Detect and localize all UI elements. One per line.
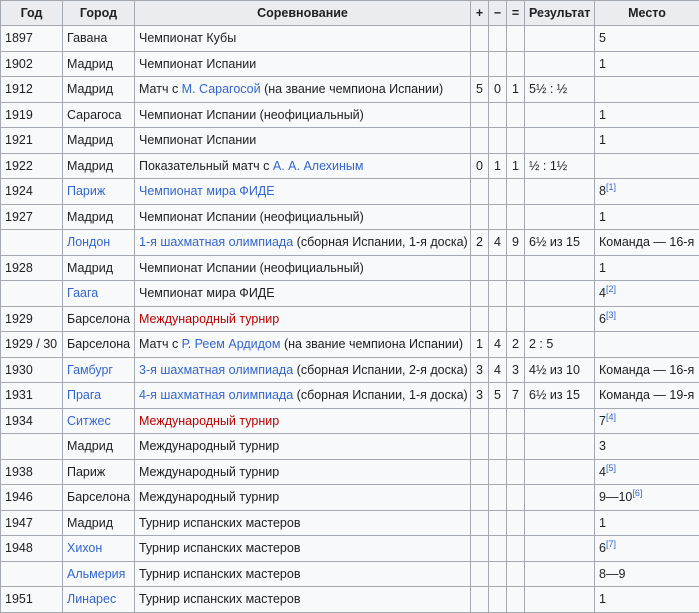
competition-cell [135,128,471,154]
cell-text: Чемпионат Испании [139,133,256,147]
cell-text: 6 [599,541,606,555]
city-cell [63,408,135,434]
cell-text: Чемпионат Кубы [139,31,236,45]
result-cell [525,102,595,128]
wiki-link[interactable]: Ситжес [67,414,111,428]
cell-text: Матч с [139,82,182,96]
year-cell: 1897 [1,26,63,52]
result-cell [525,128,595,154]
place-cell [595,332,699,358]
table-row [1,153,699,179]
city-cell [63,128,135,154]
table-row [1,332,699,358]
year-cell: 1922 [1,153,63,179]
place-cell [595,51,699,77]
table-row [1,561,699,587]
place-cell [595,204,699,230]
cell-text: Чемпионат Испании (неофициальный) [139,210,364,224]
cell-text: Турнир испанских мастеров [139,541,300,555]
year-cell: 1929 / 30 [1,332,63,358]
wins-cell [471,434,489,460]
wins-cell: 1 [471,332,489,358]
losses-cell: 4 [489,332,507,358]
cell-text: 1 [599,261,606,275]
year-cell: 1921 [1,128,63,154]
table-row [1,357,699,383]
result-cell [525,434,595,460]
wins-cell [471,587,489,613]
losses-cell [489,306,507,332]
result-cell [525,204,595,230]
table-body [1,26,699,613]
city-cell [63,204,135,230]
cell-text: Сарагоса [67,108,121,122]
city-cell [63,383,135,409]
cell-text: Команда — 19-я [599,388,694,402]
table-row [1,485,699,511]
wins-cell [471,128,489,154]
city-cell [63,434,135,460]
competition-cell [135,255,471,281]
place-cell [595,434,699,460]
wiki-link[interactable]: 3-я шахматная олимпиада [139,363,293,377]
draws-cell [507,485,525,511]
wins-cell [471,281,489,307]
cell-text: 1 [599,516,606,530]
cell-text: 4 [599,286,606,300]
table-row [1,306,699,332]
competition-cell [135,281,471,307]
header-draws[interactable]: = [507,1,525,26]
reference-link[interactable]: [5] [606,463,616,473]
wins-cell [471,408,489,434]
city-cell [63,306,135,332]
city-cell [63,510,135,536]
losses-cell [489,281,507,307]
wins-cell [471,26,489,52]
wiki-link[interactable]: Лондон [67,235,110,249]
wins-cell: 3 [471,357,489,383]
table-row [1,536,699,562]
year-cell: 1934 [1,408,63,434]
result-cell: 5½ : ½ [525,77,595,103]
year-cell: 1946 [1,485,63,511]
competition-cell [135,510,471,536]
wins-cell [471,179,489,205]
table-row [1,204,699,230]
table-row [1,230,699,256]
cell-text: Чемпионат Испании (неофициальный) [139,108,364,122]
draws-cell [507,179,525,205]
city-cell [63,230,135,256]
wins-cell [471,306,489,332]
result-cell [525,408,595,434]
year-cell: 1930 [1,357,63,383]
place-cell [595,536,699,562]
competition-cell [135,204,471,230]
competition-cell [135,434,471,460]
place-cell [595,230,699,256]
result-cell [525,561,595,587]
year-cell: 1902 [1,51,63,77]
losses-cell [489,255,507,281]
cell-text: Барселона [67,490,130,504]
table-row [1,77,699,103]
header-place[interactable]: Место [595,1,699,26]
city-cell [63,77,135,103]
draws-cell [507,281,525,307]
cell-text: 1 [599,210,606,224]
competition-cell [135,306,471,332]
table-row [1,102,699,128]
cell-text: (сборная Испании, 2-я доска) [293,363,468,377]
city-cell [63,179,135,205]
year-cell: 1919 [1,102,63,128]
wins-cell: 5 [471,77,489,103]
table-row [1,26,699,52]
result-cell [525,281,595,307]
result-cell: ½ : 1½ [525,153,595,179]
wiki-link[interactable]: Р. Реем Ардидом [182,337,281,351]
city-cell [63,51,135,77]
cell-text: Мадрид [67,210,113,224]
cell-text: 3 [599,439,606,453]
year-cell [1,434,63,460]
city-cell [63,587,135,613]
draws-cell: 1 [507,153,525,179]
competition-cell [135,77,471,103]
wiki-link[interactable]: Париж [67,184,105,198]
result-cell: 6½ из 15 [525,383,595,409]
reference-link[interactable]: [2] [606,284,616,294]
reference-link[interactable]: [4] [606,412,616,422]
result-cell [525,255,595,281]
cell-text: Мадрид [67,159,113,173]
place-cell [595,408,699,434]
year-cell: 1947 [1,510,63,536]
year-cell: 1938 [1,459,63,485]
header-losses[interactable]: − [489,1,507,26]
year-cell: 1927 [1,204,63,230]
cell-text: Турнир испанских мастеров [139,516,300,530]
place-cell [595,102,699,128]
losses-cell [489,536,507,562]
competition-cell [135,51,471,77]
wiki-link[interactable]: Альмерия [67,567,125,581]
cell-text: 6 [599,312,606,326]
cell-text: 8—9 [599,567,625,581]
draws-cell: 3 [507,357,525,383]
competition-cell [135,230,471,256]
draws-cell [507,128,525,154]
draws-cell [507,102,525,128]
losses-cell [489,51,507,77]
place-cell [595,128,699,154]
place-cell [595,77,699,103]
year-cell: 1924 [1,179,63,205]
wins-cell [471,255,489,281]
year-cell [1,561,63,587]
table-row [1,510,699,536]
result-cell: 6½ из 15 [525,230,595,256]
place-cell [595,561,699,587]
cell-text: 4 [599,465,606,479]
competition-cell [135,153,471,179]
city-cell [63,102,135,128]
cell-text: Мадрид [67,261,113,275]
wins-cell: 0 [471,153,489,179]
cell-text: Чемпионат Испании (неофициальный) [139,261,364,275]
table-row [1,51,699,77]
cell-text: 1 [599,592,606,606]
competition-cell [135,408,471,434]
place-cell [595,153,699,179]
draws-cell [507,561,525,587]
losses-cell: 4 [489,230,507,256]
wiki-link[interactable]: 4-я шахматная олимпиада [139,388,293,402]
wins-cell: 3 [471,383,489,409]
place-cell [595,485,699,511]
city-cell [63,561,135,587]
competition-cell [135,561,471,587]
wiki-link[interactable]: Гаага [67,286,98,300]
draws-cell: 7 [507,383,525,409]
losses-cell: 0 [489,77,507,103]
city-cell [63,281,135,307]
result-cell [525,459,595,485]
draws-cell [507,434,525,460]
year-cell: 1948 [1,536,63,562]
cell-text: Мадрид [67,57,113,71]
cell-text: Команда — 16-я [599,363,694,377]
result-cell [525,306,595,332]
wiki-link[interactable]: М. Сарагосой [182,82,261,96]
year-cell: 1928 [1,255,63,281]
cell-text: Показательный матч с [139,159,273,173]
losses-cell [489,459,507,485]
competition-cell [135,26,471,52]
losses-cell: 4 [489,357,507,383]
place-cell [595,357,699,383]
result-cell [525,485,595,511]
city-cell [63,459,135,485]
cell-text: (сборная Испании, 1-я доска) [293,388,468,402]
header-competition[interactable]: Соревнование [135,1,471,26]
wins-cell [471,536,489,562]
wiki-link[interactable]: Хихон [67,541,102,555]
reference-link[interactable]: [3] [606,310,616,320]
losses-cell [489,26,507,52]
cell-text: Мадрид [67,516,113,530]
result-cell: 4½ из 10 [525,357,595,383]
wins-cell [471,561,489,587]
draws-cell: 9 [507,230,525,256]
header-year[interactable]: Год [1,1,63,26]
cell-text: 1 [599,133,606,147]
losses-cell [489,510,507,536]
table-row [1,383,699,409]
wins-cell [471,485,489,511]
competition-cell [135,332,471,358]
cell-text: Международный турнир [139,465,279,479]
competition-cell [135,587,471,613]
draws-cell [507,587,525,613]
year-cell [1,281,63,307]
cell-text: 1 [599,57,606,71]
losses-cell [489,434,507,460]
cell-text: 7 [599,414,606,428]
city-cell [63,153,135,179]
competition-cell [135,102,471,128]
cell-text: Международный турнир [139,439,279,453]
losses-cell [489,587,507,613]
cell-text: (на звание чемпиона Испании) [280,337,463,351]
draws-cell [507,51,525,77]
draws-cell [507,26,525,52]
wins-cell [471,204,489,230]
result-cell [525,51,595,77]
header-result[interactable]: Результат [525,1,595,26]
competition-cell [135,383,471,409]
draws-cell [507,255,525,281]
losses-cell: 5 [489,383,507,409]
cell-text: 8 [599,184,606,198]
wiki-link[interactable]: Гамбург [67,363,113,377]
wiki-link[interactable]: Линарес [67,592,116,606]
draws-cell [507,536,525,562]
city-cell [63,485,135,511]
wins-cell [471,510,489,536]
header-city[interactable]: Город [63,1,135,26]
place-cell [595,587,699,613]
cell-text: Париж [67,465,105,479]
competition-cell [135,459,471,485]
header-wins[interactable]: + [471,1,489,26]
place-cell [595,459,699,485]
losses-cell [489,408,507,434]
reference-link[interactable]: [6] [632,488,642,498]
competition-cell [135,485,471,511]
losses-cell [489,561,507,587]
table-row [1,179,699,205]
result-cell [525,536,595,562]
draws-cell [507,408,525,434]
wins-cell [471,102,489,128]
cell-text: (на звание чемпиона Испании) [261,82,444,96]
year-cell: 1929 [1,306,63,332]
city-cell [63,536,135,562]
table-row [1,281,699,307]
result-cell [525,587,595,613]
table-row [1,408,699,434]
result-cell: 2 : 5 [525,332,595,358]
table-row [1,434,699,460]
wiki-link[interactable]: 1-я шахматная олимпиада [139,235,293,249]
cell-text: (сборная Испании, 1-я доска) [293,235,468,249]
losses-cell [489,485,507,511]
result-cell [525,26,595,52]
cell-text: 9—10 [599,490,632,504]
losses-cell [489,128,507,154]
reference-link[interactable]: [1] [606,182,616,192]
wiki-link[interactable]: Прага [67,388,101,402]
wiki-link[interactable]: А. А. Алехиным [273,159,364,173]
cell-text: Барселона [67,312,130,326]
reference-link[interactable]: [7] [606,539,616,549]
place-cell [595,306,699,332]
wiki-redlink[interactable]: Международный турнир [139,414,279,428]
cell-text: Мадрид [67,133,113,147]
draws-cell [507,204,525,230]
place-cell [595,255,699,281]
place-cell [595,26,699,52]
city-cell [63,332,135,358]
city-cell [63,255,135,281]
draws-cell: 2 [507,332,525,358]
competition-cell [135,536,471,562]
year-cell: 1931 [1,383,63,409]
city-cell [63,26,135,52]
losses-cell [489,204,507,230]
cell-text: Турнир испанских мастеров [139,567,300,581]
losses-cell: 1 [489,153,507,179]
place-cell [595,179,699,205]
cell-text: Чемпионат мира ФИДЕ [139,286,275,300]
table-row [1,459,699,485]
result-cell [525,179,595,205]
cell-text: Команда — 16-я [599,235,694,249]
cell-text: Мадрид [67,82,113,96]
losses-cell [489,179,507,205]
draws-cell [507,510,525,536]
cell-text: Мадрид [67,439,113,453]
city-cell [63,357,135,383]
wins-cell [471,51,489,77]
header-row [1,1,699,26]
cell-text: Гавана [67,31,107,45]
losses-cell [489,102,507,128]
wins-cell: 2 [471,230,489,256]
table-row [1,587,699,613]
place-cell [595,281,699,307]
cell-text: Международный турнир [139,490,279,504]
competition-cell [135,179,471,205]
draws-cell [507,306,525,332]
result-cell [525,510,595,536]
cell-text: Турнир испанских мастеров [139,592,300,606]
year-cell: 1912 [1,77,63,103]
cell-text: 1 [599,108,606,122]
place-cell [595,510,699,536]
wiki-redlink[interactable]: Международный турнир [139,312,279,326]
year-cell: 1951 [1,587,63,613]
table-row [1,128,699,154]
wiki-link[interactable]: Чемпионат мира ФИДЕ [139,184,275,198]
cell-text: Чемпионат Испании [139,57,256,71]
cell-text: 5 [599,31,606,45]
year-cell [1,230,63,256]
draws-cell: 1 [507,77,525,103]
table-row [1,255,699,281]
cell-text: Барселона [67,337,130,351]
draws-cell [507,459,525,485]
cell-text: Матч с [139,337,182,351]
wins-cell [471,459,489,485]
place-cell [595,383,699,409]
competition-cell [135,357,471,383]
